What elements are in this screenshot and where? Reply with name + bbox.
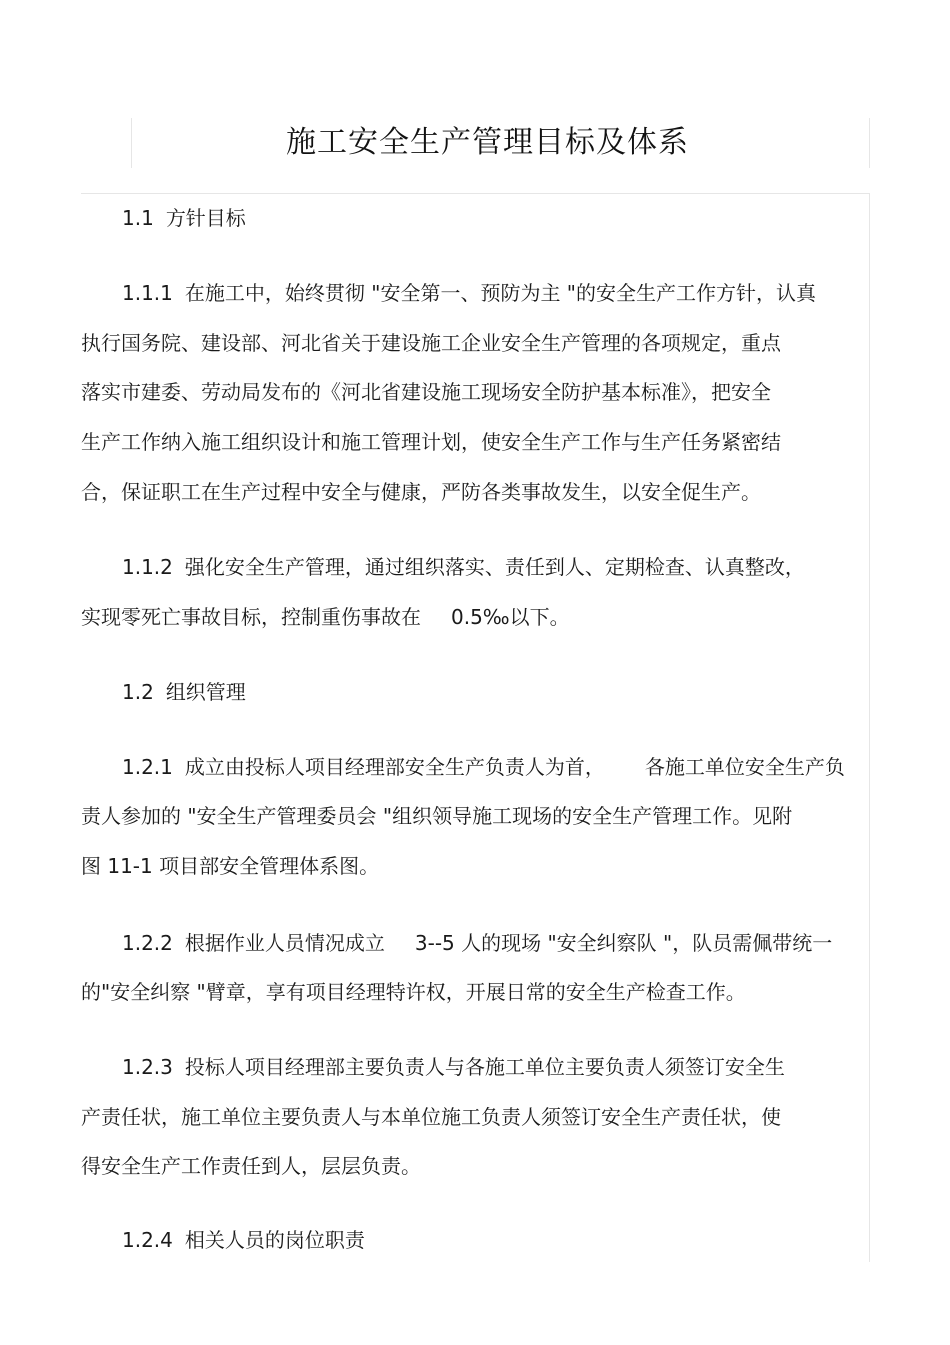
section-heading-1-2 xyxy=(122,678,246,706)
paragraph-text: 根据作业人员情况成立 xyxy=(184,931,385,955)
paragraph-text: 实现零死亡事故目标，控制重伤事故在 xyxy=(81,605,421,629)
paragraph-1-2-2-line xyxy=(122,929,832,957)
paragraph-1-1-1-line: 落实市建委、劳动局发布的《河北省建设施工现场安全防护基本标准》，把安全 xyxy=(81,380,771,404)
paragraph-1-2-3-line: 得安全生产工作责任到人，层层负责。 xyxy=(81,1154,421,1178)
paragraph-1-2-3-line: 产责任状，施工单位主要负责人与本单位施工负责人须签订安全生产责任状，使 xyxy=(81,1105,781,1129)
paragraph-1-2-1-line: 责人参加的 "安全生产管理委员会 "组织领导施工现场的安全生产管理工作。见附 xyxy=(81,804,793,828)
document-title: 施工安全生产管理目标及体系 xyxy=(286,125,689,160)
frame-rule-right xyxy=(869,194,870,1262)
paragraph-1-1-1-line: 执行国务院、建设部、河北省关于建设施工企业安全生产管理的各项规定，重点 xyxy=(81,331,781,355)
paragraph-number: 1.2.4 xyxy=(122,1228,173,1252)
paragraph-1-2-4-line xyxy=(122,1226,365,1254)
frame-rule-top xyxy=(81,193,870,194)
paragraph-text: 相关人员的岗位职责 xyxy=(184,1228,365,1252)
paragraph-1-1-1-line: 生产工作纳入施工组织设计和施工管理计划，使安全生产工作与生产任务紧密结 xyxy=(81,430,781,454)
paragraph-1-2-2-line: 的"安全纠察 "臂章，享有项目经理特许权，开展日常的安全生产检查工作。 xyxy=(81,980,746,1004)
paragraph-text: 3--5 人的现场 "安全纠察队 "，队员需佩带统一 xyxy=(414,931,833,955)
paragraph-1-2-3-line xyxy=(122,1053,785,1081)
paragraph-text: 各施工单位安全生产负 xyxy=(644,755,845,779)
paragraph-1-1-2-line xyxy=(122,553,805,581)
paragraph-text: 在施工中，始终贯彻 "安全第一、预防为主 "的安全生产工作方针，认真 xyxy=(184,281,817,305)
paragraph-1-2-1-line xyxy=(122,753,845,781)
paragraph-number: 1.1.1 xyxy=(122,281,173,305)
section-number: 1.1 xyxy=(122,206,154,230)
section-heading-1-1 xyxy=(122,204,246,232)
paragraph-number: 1.2.3 xyxy=(122,1055,173,1079)
paragraph-1-1-1-line xyxy=(122,279,816,307)
paragraph-text: 0.5‰以下。 xyxy=(451,605,570,629)
section-title: 方针目标 xyxy=(165,206,246,230)
paragraph-number: 1.2.2 xyxy=(122,931,173,955)
paragraph-text: 成立由投标人项目经理部安全生产负责人为首， xyxy=(184,755,605,779)
section-title: 组织管理 xyxy=(165,680,246,704)
paragraph-text: 强化安全生产管理，通过组织落实、责任到人、定期检查、认真整改， xyxy=(184,555,805,579)
paragraph-number: 1.2.1 xyxy=(122,755,173,779)
paragraph-1-1-2-line xyxy=(81,603,570,631)
paragraph-1-1-1-line: 合，保证职工在生产过程中安全与健康，严防各类事故发生，以安全促生产。 xyxy=(81,480,761,504)
paragraph-number: 1.1.2 xyxy=(122,555,173,579)
paragraph-1-2-1-line: 图 11-1 项目部安全管理体系图。 xyxy=(81,854,380,878)
section-number: 1.2 xyxy=(122,680,154,704)
paragraph-text: 投标人项目经理部主要负责人与各施工单位主要负责人须签订安全生 xyxy=(184,1055,785,1079)
